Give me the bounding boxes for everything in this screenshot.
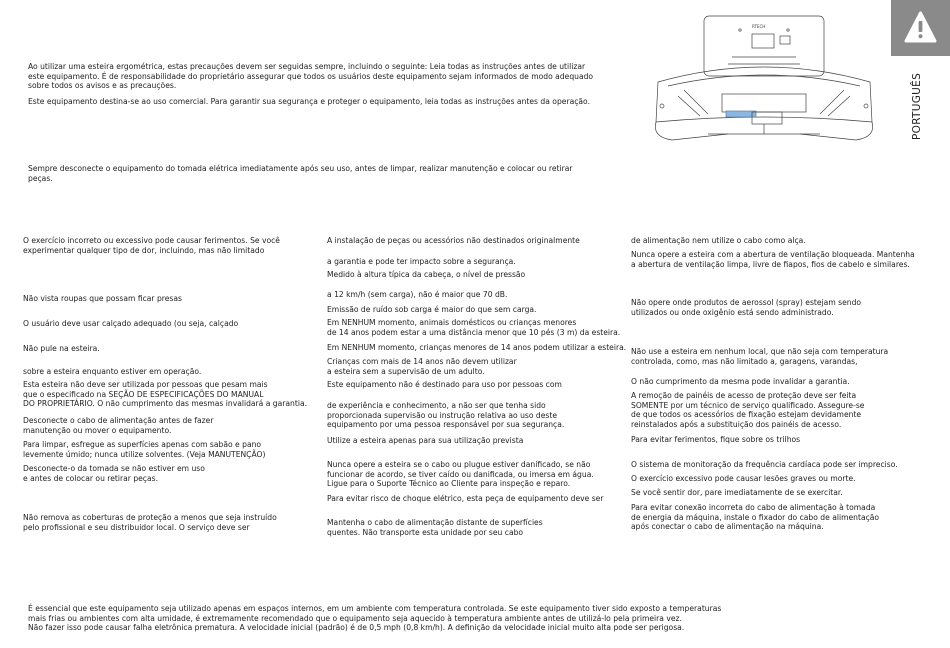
warning-triangle-icon <box>891 0 950 56</box>
col2-item: a garantia e pode ter impacto sobre a segurança. <box>327 257 516 266</box>
language-label: PORTUGUÊS <box>911 72 923 140</box>
intro-paragraph-3: Sempre desconecte o equipamento do tomada elétrica imediatamente após seu uso, antes de limpar, realizar manutenção e colocar ou retirar peças. <box>28 164 573 183</box>
col2-item: Utilize a esteira apenas para sua utilização prevista <box>327 436 524 445</box>
col2-item: A instalação de peças ou acessórios não destinados originalmente <box>327 236 580 245</box>
col3-item: Se você sentir dor, pare imediatamente de se exercitar. <box>631 488 843 497</box>
col3-item: Para evitar ferimentos, fique sobre os trilhos <box>631 435 801 444</box>
col1-item: O exercício incorreto ou excessivo pode causar ferimentos. Se você experimentar qualquer tipo de dor, incluindo, mas não limitado <box>23 236 280 255</box>
intro-paragraph-1: Ao utilizar uma esteira ergométrica, estas precauções devem ser seguidas sempre, incluindo o seguinte: Leia todas as instruções antes de utilizar este equipamento. É de responsabilidade do proprietário assegurar que todos os usuários deste equipamento sejam informados de modo adequado sobre todos os avisos e as precauções. <box>28 62 594 91</box>
treadmill-console-illustration <box>648 12 880 147</box>
col3-item: de alimentação nem utilize o cabo como alça. <box>631 236 806 245</box>
col2-item: Nunca opere a esteira se o cabo ou plugue estiver danificado, se não funcionar de acordo, se tiver caído ou danificada, ou imersa em água. Ligue para o Suporte Técnico ao Cliente para inspeção e reparo. <box>327 460 594 489</box>
col1-item: Esta esteira não deve ser utilizada por pessoas que pesam mais que o especificado na SEÇÃO DE ESPECIFICAÇÕES DO MANUAL DO PROPRIETÁRIO. O não cumprimento das mesmas invalidará a garantia. <box>23 380 308 409</box>
col3-item: Para evitar conexão incorreta do cabo de alimentação à tomada de energia da máquina, instale o fixador do cabo de alimentação após conectar o cabo de alimentação na máquina. <box>631 503 880 532</box>
warning-tab <box>891 0 950 56</box>
col2-item: a 12 km/h (sem carga), não é maior que 70 dB. <box>327 290 508 299</box>
col1-item: Não pule na esteira. <box>23 344 100 353</box>
col3-item: O não cumprimento da mesma pode invalidar a garantia. <box>631 377 850 386</box>
col2-item: Este equipamento não é destinado para uso por pessoas com <box>327 380 562 389</box>
col1-item: Para limpar, esfregue as superfícies apenas com sabão e pano levemente úmido; nunca utilize solventes. (Veja MANUTENÇÃO) <box>23 440 266 459</box>
col2-item: Em NENHUM momento, animais domésticos ou crianças menores de 14 anos podem estar a uma distância menor que 10 pés (3 m) da esteira. <box>327 318 621 337</box>
col3-item: Não opere onde produtos de aerossol (spray) estejam sendo utilizados ou onde oxigênio está sendo administrado. <box>631 298 862 317</box>
col2-item: Crianças com mais de 14 anos não devem utilizar a esteira sem a supervisão de um adulto. <box>327 357 517 376</box>
col3-item: Nunca opere a esteira com a abertura de ventilação bloqueada. Mantenha a abertura de ventilação limpa, livre de fiapos, fios de cabelo e similares. <box>631 250 915 269</box>
col1-item: Desconecte o cabo de alimentação antes de fazer manutenção ou mover o equipamento. <box>23 416 214 435</box>
col3-item: Não use a esteira em nenhum local, que não seja com temperatura controlada, como, mas não limitado a, garagens, varandas, <box>631 347 889 366</box>
intro-paragraph-2: Este equipamento destina-se ao uso comercial. Para garantir sua segurança e proteger o equipamento, leia todas as instruções antes da operação. <box>28 97 590 106</box>
col1-item: Desconecte-o da tomada se não estiver em uso e antes de colocar ou retirar peças. <box>23 464 205 483</box>
col2-item: Emissão de ruído sob carga é maior do que sem carga. <box>327 305 537 314</box>
col3-item: A remoção de painéis de acesso de proteção deve ser feita SOMENTE por um técnico de serviço qualificado. Assegure-se de que todos os acessórios de fixação estejam devidamente reinstalados após a substituição dos painéis de acesso. <box>631 391 865 429</box>
col2-item: Para evitar risco de choque elétrico, esta peça de equipamento deve ser <box>327 494 604 503</box>
col2-item: Em NENHUM momento, crianças menores de 14 anos podem utilizar a esteira. <box>327 343 627 352</box>
col2-item: de experiência e conhecimento, a não ser que tenha sido proporcionada supervisão ou instrução relativa ao uso deste equipamento por uma pessoa responsável por sua segurança. <box>327 401 565 430</box>
col1-item: sobre a esteira enquanto estiver em operação. <box>23 367 202 376</box>
col1-item: Não vista roupas que possam ficar presas <box>23 294 182 303</box>
col2-item: Mantenha o cabo de alimentação distante de superfícies quentes. Não transporte esta unidade por seu cabo <box>327 518 543 537</box>
col3-item: O sistema de monitoração da frequência cardíaca pode ser impreciso. <box>631 460 898 469</box>
col1-item: Não remova as coberturas de proteção a menos que seja instruído pelo profissional e seu distribuidor local. O serviço deve ser <box>23 513 277 532</box>
console-brand: RTECH <box>752 24 766 29</box>
footer-paragraph: É essencial que este equipamento seja utilizado apenas em espaços internos, em um ambiente com temperatura controlada. Se este equipamento tiver sido exposto a temperaturas mais frias ou ambientes com alta umidade, é extremamente recomendado que o equipamento seja aquecido à temperatura ambiente antes de utilizá-lo pela primeira vez. Não fazer isso pode causar falha eletrônica prematura. A velocidade inicial (padrão) é de 0,5 mph (0,8 km/h). A definição da velocidade inicial muito alta pode ser perigosa. <box>28 604 722 633</box>
col2-item: Medido à altura típica da cabeça, o nível de pressão <box>327 270 526 279</box>
col3-item: O exercício excessivo pode causar lesões graves ou morte. <box>631 474 856 483</box>
col1-item: O usuário deve usar calçado adequado (ou seja, calçado <box>23 319 239 328</box>
